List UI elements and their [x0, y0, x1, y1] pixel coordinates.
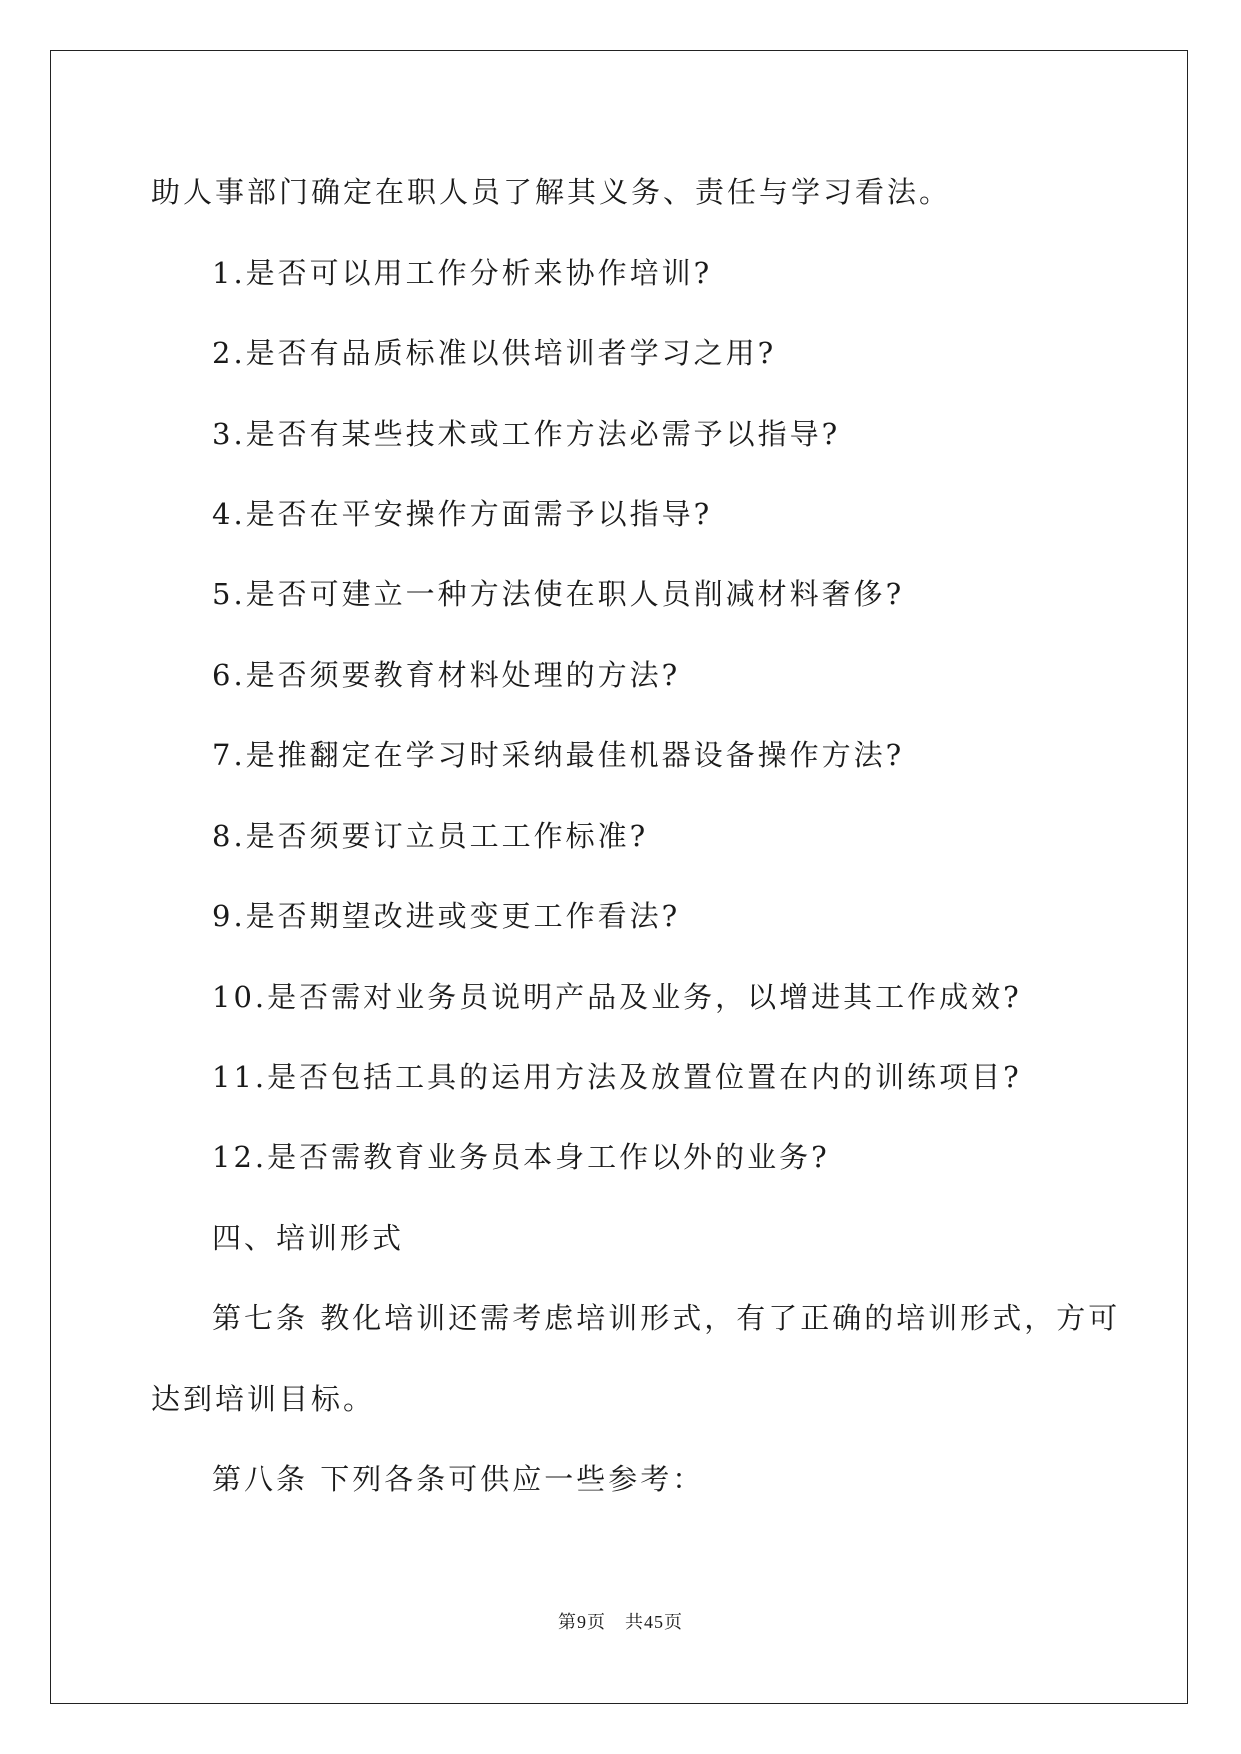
article-eight: 第八条 下列各条可供应一些参考： [212, 1462, 705, 1496]
page-suffix: 页 [664, 1612, 683, 1633]
page-prefix: 第 [558, 1612, 577, 1633]
page-number: 9 [577, 1612, 587, 1632]
paragraph-continuation: 助人事部门确定在职人员了解其义务、责任与学习看法。 [151, 175, 952, 209]
list-item-3: 3.是否有某些技术或工作方法必需予以指导? [212, 417, 841, 451]
list-item-7: 7.是推翻定在学习时采纳最佳机器设备操作方法? [212, 738, 905, 772]
list-item-1: 1.是否可以用工作分析来协作培训? [212, 256, 713, 290]
section-heading: 四、培训形式 [212, 1221, 405, 1255]
page-mid: 页 共 [587, 1612, 644, 1633]
list-item-11: 11.是否包括工具的运用方法及放置位置在内的训练项目? [212, 1060, 1022, 1094]
list-item-12: 12.是否需教育业务员本身工作以外的业务? [212, 1140, 830, 1174]
article-seven: 第七条 教化培训还需考虑培训形式，有了正确的培训形式，方可 [212, 1301, 1121, 1335]
page-footer [0, 1608, 1241, 1634]
list-item-6: 6.是否须要教育材料处理的方法? [212, 658, 681, 692]
list-item-8: 8.是否须要订立员工工作标准? [212, 819, 649, 853]
page-border [50, 50, 1188, 1704]
article-seven-continuation: 达到培训目标。 [151, 1382, 376, 1416]
list-item-4: 4.是否在平安操作方面需予以指导? [212, 497, 713, 531]
list-item-10: 10.是否需对业务员说明产品及业务，以增进其工作成效? [212, 980, 1022, 1014]
list-item-5: 5.是否可建立一种方法使在职人员削减材料奢侈? [212, 577, 905, 611]
list-item-2: 2.是否有品质标准以供培训者学习之用? [212, 336, 777, 370]
page-total: 45 [644, 1612, 664, 1632]
list-item-9: 9.是否期望改进或变更工作看法? [212, 899, 681, 933]
